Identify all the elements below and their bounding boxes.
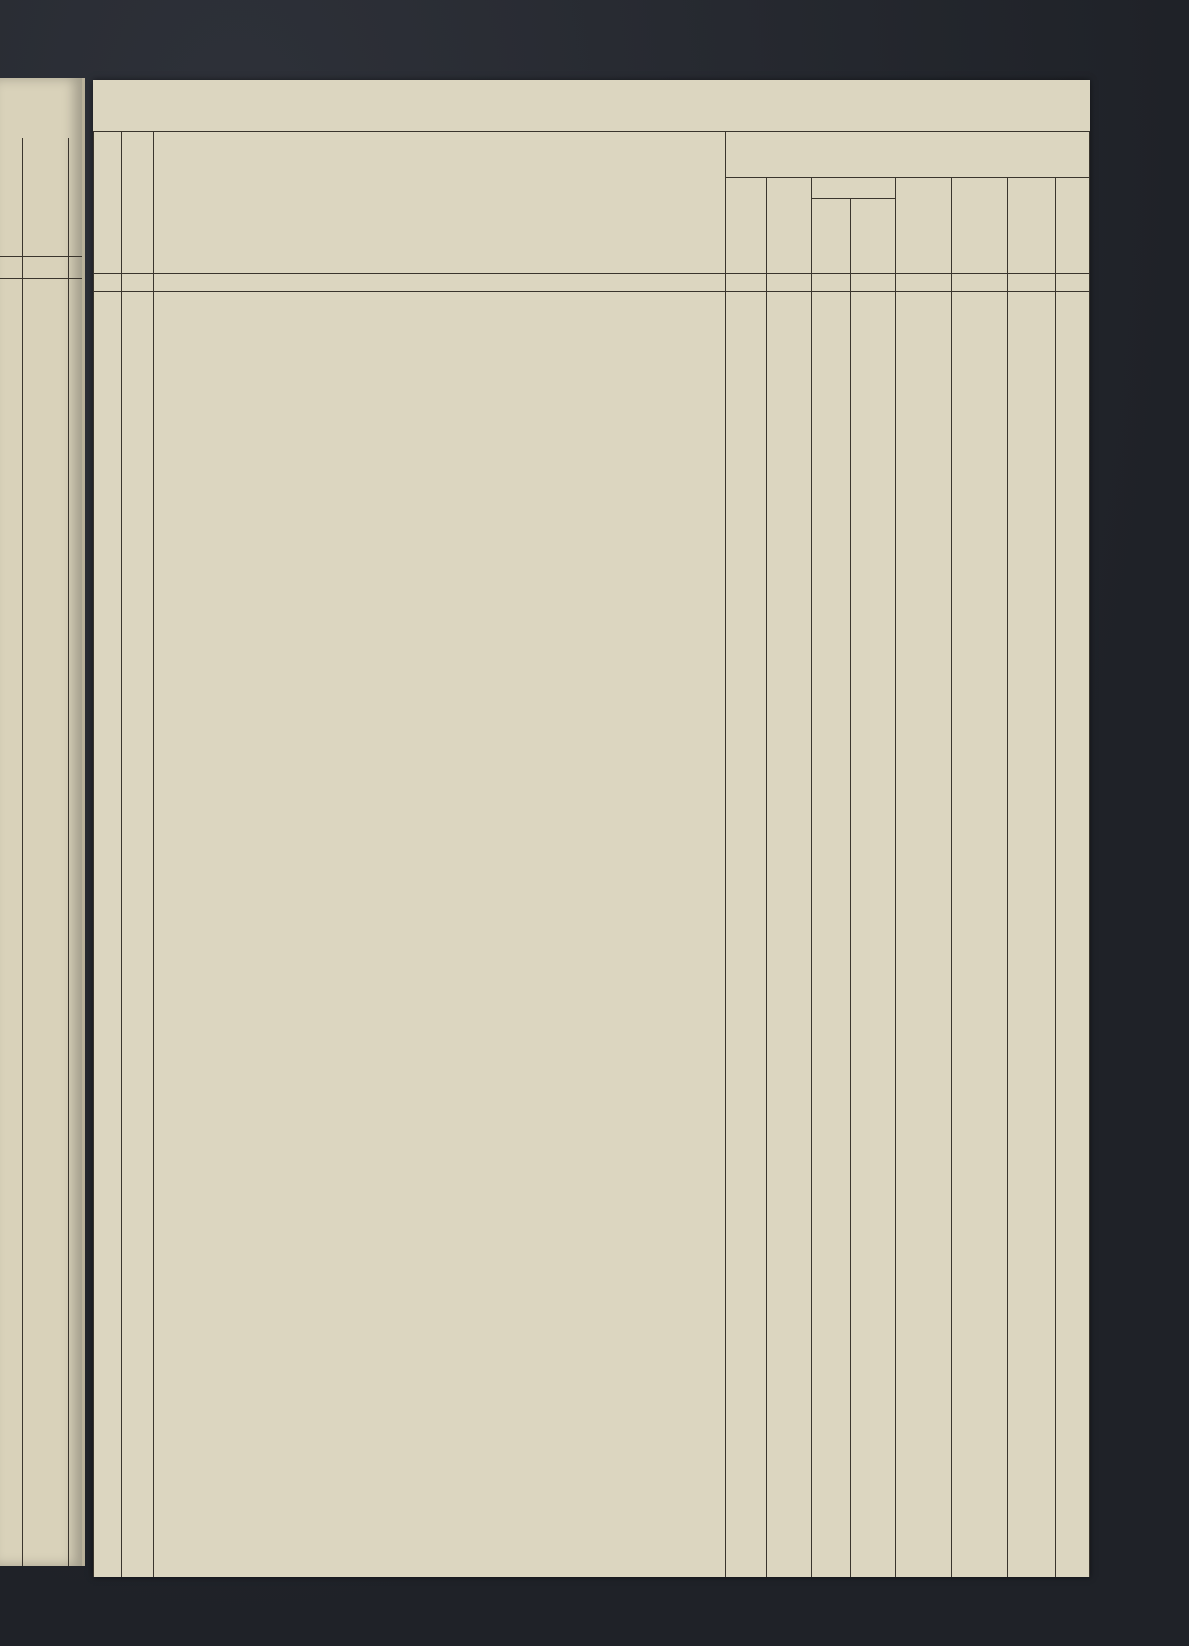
document-page: [93, 80, 1090, 1577]
rule: [895, 177, 896, 1577]
rule: [766, 177, 767, 1577]
rule: [811, 177, 812, 1577]
left-rule: [22, 138, 23, 1566]
left-rule: [68, 138, 69, 1566]
rule: [725, 131, 726, 1577]
rule: [121, 131, 122, 1577]
rule: [1089, 131, 1090, 1577]
rule: [153, 131, 154, 1577]
rule: [93, 291, 1090, 292]
rule: [1007, 177, 1008, 1577]
rule: [93, 131, 94, 1577]
rule: [1055, 177, 1056, 1577]
rule: [811, 198, 895, 199]
left-page-fragment: [0, 78, 85, 1566]
rule: [93, 131, 1090, 132]
rule: [850, 198, 851, 1577]
left-rule: [0, 278, 82, 279]
rule: [93, 273, 1090, 274]
left-rule: [0, 256, 82, 257]
rule: [725, 177, 1090, 178]
rule: [951, 177, 952, 1577]
